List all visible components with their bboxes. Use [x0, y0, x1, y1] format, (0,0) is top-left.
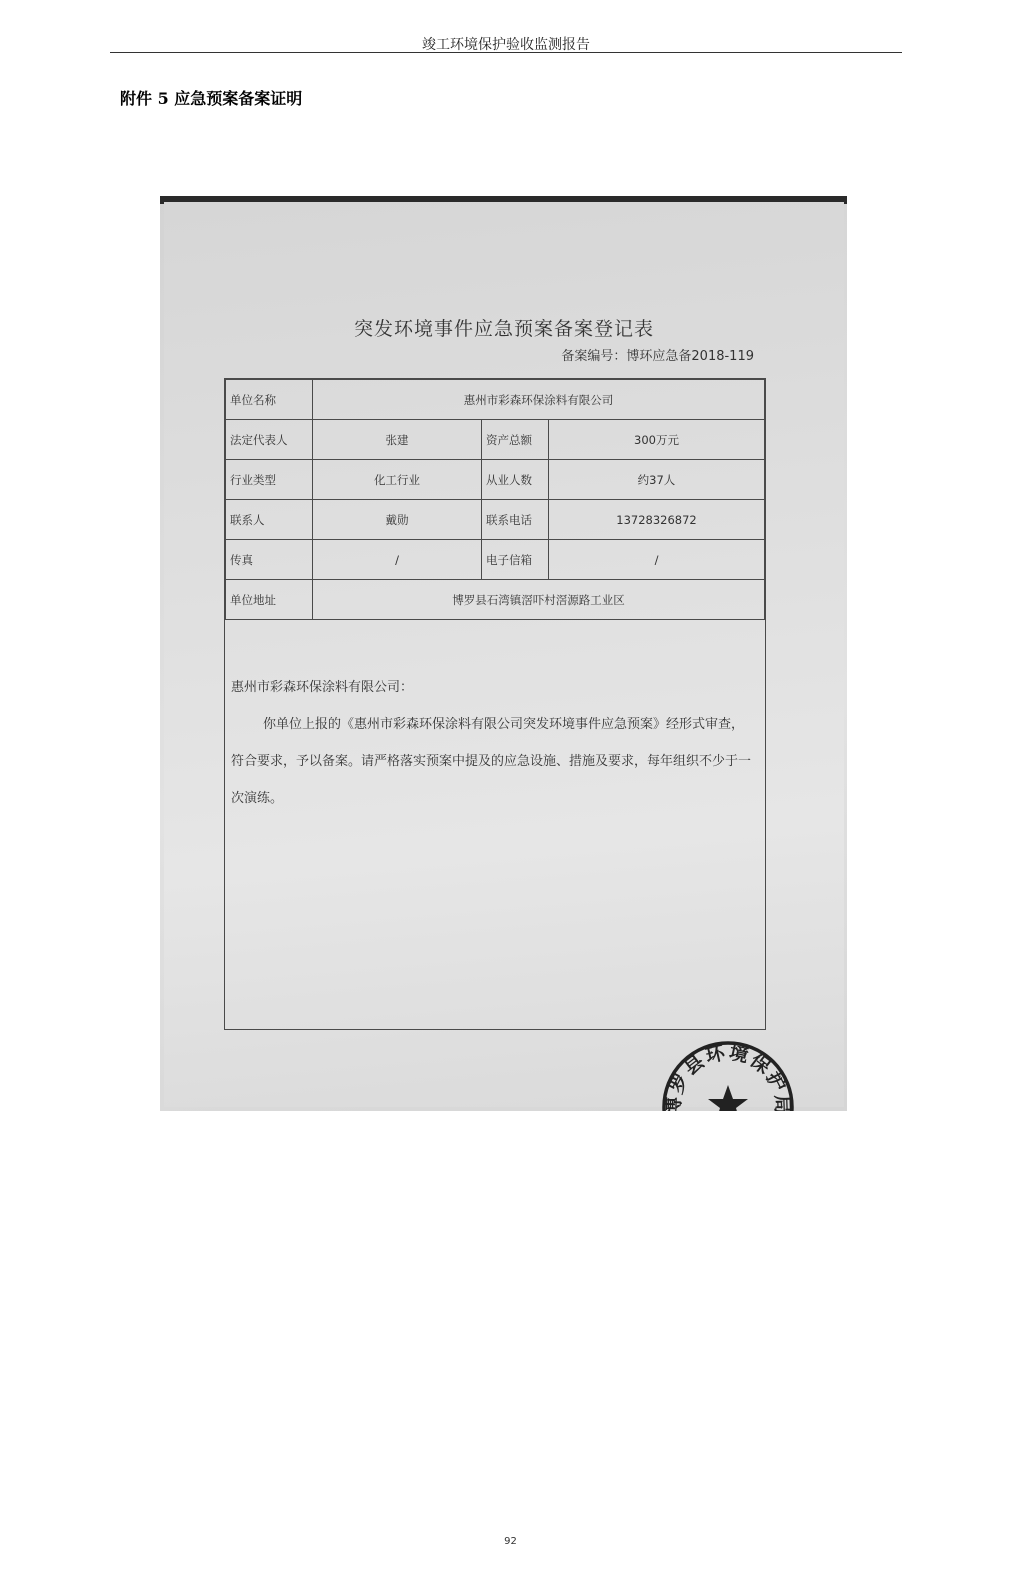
contact-label: 联系人: [226, 500, 313, 540]
letter-body: 你单位上报的《惠州市彩森环保涂料有限公司突发环境事件应急预案》经形式审查，符合要求，予以备案。请严格落实预案中提及的应急设施、措施及要求，每年组织不少于一次演练。: [231, 717, 752, 806]
table-row: [226, 380, 765, 420]
scanned-certificate-photo: [160, 196, 847, 1152]
fax-value: /: [313, 540, 482, 580]
table-row: [226, 580, 765, 620]
table-row: [226, 420, 765, 460]
phone-value: 13728326872: [549, 500, 765, 540]
employees-value: 约37人: [549, 460, 765, 500]
fax-label: 传真: [226, 540, 313, 580]
table-row: [226, 540, 765, 580]
attachment-title: 附件 5 应急预案备案证明: [120, 89, 303, 108]
letter-salutation: 惠州市彩森环保涂料有限公司：: [231, 680, 414, 695]
page-number: 92: [504, 1536, 517, 1547]
unit-name-value: 惠州市彩森环保涂料有限公司: [313, 380, 765, 420]
email-label: 电子信箱: [482, 540, 549, 580]
email-value: /: [549, 540, 765, 580]
running-header: 竣工环境保护验收监测报告: [422, 37, 590, 53]
legal-rep-label: 法定代表人: [226, 420, 313, 460]
employees-label: 从业人数: [482, 460, 549, 500]
address-value: 博罗县石湾镇滘吓村滘源路工业区: [313, 580, 765, 620]
record-number: 备案编号：博环应急备2018-119: [561, 349, 754, 364]
unit-name-label: 单位名称: [226, 380, 313, 420]
phone-label: 联系电话: [482, 500, 549, 540]
contact-value: 戴勋: [313, 500, 482, 540]
industry-value: 化工行业: [313, 460, 482, 500]
address-label: 单位地址: [226, 580, 313, 620]
assets-label: 资产总额: [482, 420, 549, 460]
registration-form-frame: [224, 378, 794, 1152]
registration-table: [225, 379, 765, 620]
official-seal-icon: 博罗县环境保护局 博罗县环境保护局 2018年9月26日: [660, 1039, 796, 1111]
legal-rep-value: 张建: [313, 420, 482, 460]
assets-value: 300万元: [549, 420, 765, 460]
table-row: [226, 500, 765, 540]
header-divider: [110, 52, 902, 53]
certificate-paper: [164, 202, 844, 1152]
seal-ring-text: 博罗县环境保护局: [662, 1041, 794, 1117]
industry-label: 行业类型: [226, 460, 313, 500]
table-row: [226, 460, 765, 500]
approval-letter: [231, 669, 755, 817]
form-title: 突发环境事件应急预案备案登记表: [353, 318, 654, 340]
